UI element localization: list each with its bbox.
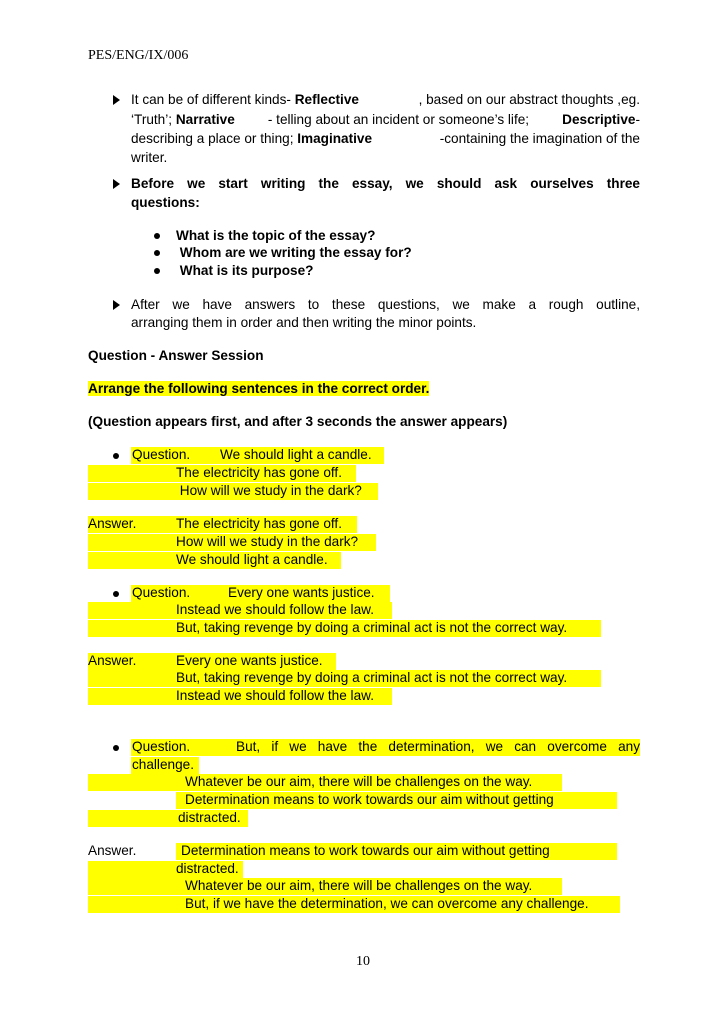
q1-question-label: Question. <box>132 447 191 462</box>
q2-sentence-1: Every one wants justice. <box>228 585 375 600</box>
session-instruction <box>88 380 429 398</box>
kinds-line-3 <box>131 130 640 148</box>
after-line-1: After we have answers to these questions, we make a rough outline, <box>131 297 640 312</box>
q3-sentence-3: Determination means to work towards our aim without getting <box>185 792 554 807</box>
session-note: (Question appears first, and after 3 seconds the answer appears) <box>88 414 508 429</box>
q2-answer-3: Instead we should follow the law. <box>176 688 374 703</box>
q2-question-label: Question. <box>132 585 191 600</box>
q3-sentence-1-cont: challenge. <box>132 757 194 772</box>
bullet-dot-icon <box>113 591 119 597</box>
q3-sentence-3-cont: distracted. <box>178 810 241 825</box>
q1-sentence-3: How will we study in the dark? <box>176 483 362 498</box>
q2-sentence-2: Instead we should follow the law. <box>176 602 374 617</box>
kinds-text: - telling about an incident or someone’s life; <box>267 112 530 127</box>
arrow-bullet-icon <box>113 300 120 310</box>
arrow-bullet-icon <box>113 179 120 189</box>
bullet-dot-icon <box>154 268 160 274</box>
q3-answer-1: Determination means to work towards our aim without getting <box>181 843 550 858</box>
q2-answer-2: But, taking revenge by doing a criminal act is not the correct way. <box>176 670 568 685</box>
term-imaginative: Imaginative <box>297 131 373 146</box>
kinds-text: -containing the imagination of the <box>439 131 640 146</box>
document-code: PES/ENG/IX/006 <box>88 48 189 63</box>
arrow-bullet-icon <box>113 95 120 105</box>
q3-answer-2: Whatever be our aim, there will be challenges on the way. <box>185 878 533 893</box>
term-reflective: Reflective <box>294 92 359 107</box>
kinds-text: - <box>635 112 640 127</box>
q1-answer-1: The electricity has gone off. <box>176 516 342 531</box>
q1-answer-2: How will we study in the dark? <box>176 534 359 549</box>
kinds-text: It can be of different kinds- <box>131 92 295 107</box>
session-heading: Question - Answer Session <box>88 348 264 363</box>
kinds-line-2 <box>131 111 640 129</box>
kinds-line-4: writer. <box>131 150 168 165</box>
q3-sentence-1: But, if we have the determination, we can overcome any <box>236 739 640 754</box>
bullet-dot-icon <box>113 745 119 751</box>
q1-answer-label: Answer. <box>88 516 137 531</box>
page-number: 10 <box>356 954 370 969</box>
q3-question-label: Question. <box>132 739 191 754</box>
q3-answer-1-cont: distracted. <box>176 861 239 876</box>
q1-sentence-2: The electricity has gone off. <box>176 465 342 480</box>
q3-sentence-2: Whatever be our aim, there will be challenges on the way. <box>185 774 533 789</box>
q2-answer-1: Every one wants justice. <box>176 653 323 668</box>
kinds-text: , based on our abstract thoughts ,eg. <box>418 92 640 107</box>
q1-answer-3: We should light a candle. <box>176 552 328 567</box>
kinds-line-1 <box>131 91 640 109</box>
planning-question: Whom are we writing the essay for? <box>176 245 412 260</box>
bullet-dot-icon <box>154 233 160 239</box>
before-line-2: questions: <box>131 195 200 210</box>
after-line-2: arranging them in order and then writing the minor points. <box>131 315 477 330</box>
planning-question: What is its purpose? <box>176 263 314 278</box>
term-descriptive: Descriptive <box>562 112 636 127</box>
q1-sentence-1: We should light a candle. <box>220 447 372 462</box>
instruction-highlight: Arrange the following sentences in the correct order. <box>88 381 430 396</box>
kinds-text: describing a place or thing; <box>131 131 298 146</box>
before-line-1: Before we start writing the essay, we should ask ourselves three <box>131 176 640 191</box>
bullet-dot-icon <box>154 250 160 256</box>
bullet-dot-icon <box>113 453 119 459</box>
kinds-text: ‘Truth’; <box>131 112 176 127</box>
q3-answer-label: Answer. <box>88 843 137 858</box>
term-narrative: Narrative <box>175 112 235 127</box>
q3-answer-3: But, if we have the determination, we can overcome any challenge. <box>185 896 589 911</box>
q2-answer-label: Answer. <box>88 653 137 668</box>
planning-question: What is the topic of the essay? <box>176 228 376 243</box>
q2-sentence-3: But, taking revenge by doing a criminal act is not the correct way. <box>176 620 568 635</box>
